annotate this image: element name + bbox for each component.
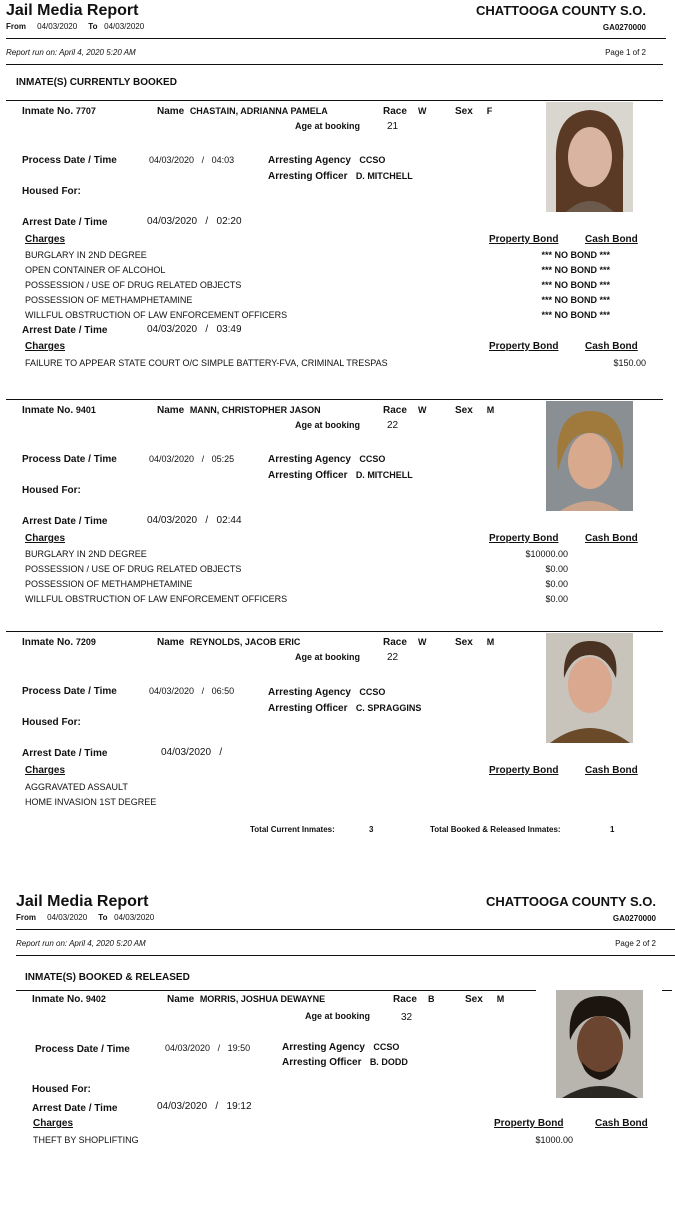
arrest-label: Arrest Date / Time xyxy=(22,217,108,228)
charge-row: AGGRAVATED ASSAULT xyxy=(25,782,128,792)
arresting-agency: Arresting Agency CCSO xyxy=(268,155,386,166)
arresting-agency: Arresting Agency CCSO xyxy=(268,687,386,698)
housed-for: Housed For: xyxy=(22,717,81,728)
inmate-name: Name MANN, CHRISTOPHER JASON xyxy=(157,405,321,416)
ori-code: GA0270000 xyxy=(602,23,646,32)
mugshot-photo xyxy=(546,102,633,212)
inmate-divider xyxy=(6,399,663,400)
charge-row: POSSESSION / USE OF DRUG RELATED OBJECTS xyxy=(25,280,242,290)
ori-code: GA0270000 xyxy=(612,914,656,923)
mugshot-image xyxy=(546,102,633,212)
inmate-race: Race B xyxy=(393,994,435,1005)
section-title: INMATE(S) CURRENTLY BOOKED xyxy=(16,77,177,88)
age-label: Age at booking xyxy=(305,1011,370,1021)
report-run-on: Report run on: April 4, 2020 5:20 AM xyxy=(6,48,136,57)
inmate-sex: Sex M xyxy=(455,405,495,416)
arrest-datetime: 04/03/2020 / 03:49 xyxy=(147,324,242,335)
age-label: Age at booking xyxy=(295,420,360,430)
property-bond-header: Property Bond xyxy=(489,765,559,776)
arrest-datetime: 04/03/2020 / 19:12 xyxy=(157,1101,252,1112)
age-label: Age at booking xyxy=(295,121,360,131)
arresting-officer: Arresting Officer D. MITCHELL xyxy=(268,470,413,481)
from-date: 04/03/2020 xyxy=(37,22,78,31)
mugshot-photo xyxy=(546,633,633,743)
cash-bond-header: Cash Bond xyxy=(585,341,638,352)
arrest-datetime: 04/03/2020 / 02:44 xyxy=(147,515,242,526)
property-bond-header: Property Bond xyxy=(489,341,559,352)
cash-bond-header: Cash Bond xyxy=(585,765,638,776)
bond-value: *** NO BOND *** xyxy=(541,265,610,275)
property-bond-header: Property Bond xyxy=(494,1118,564,1129)
inmate-number: Inmate No. 7707 xyxy=(22,106,96,117)
cash-bond-header: Cash Bond xyxy=(595,1118,648,1129)
mugshot-image xyxy=(546,633,633,743)
charge-row: POSSESSION OF METHAMPHETAMINE xyxy=(25,295,193,305)
charge-row: THEFT BY SHOPLIFTING xyxy=(33,1135,139,1145)
mugshot-photo xyxy=(546,401,633,511)
bond-value: *** NO BOND *** xyxy=(541,295,610,305)
process-label: Process Date / Time xyxy=(22,686,117,697)
age-value: 21 xyxy=(387,121,399,132)
process-datetime: 04/03/2020 / 06:50 xyxy=(149,686,235,696)
arresting-officer: Arresting Officer B. DODD xyxy=(282,1057,408,1068)
section-divider xyxy=(6,64,663,65)
arresting-officer: Arresting Officer C. SPRAGGINS xyxy=(268,703,422,714)
age-value: 22 xyxy=(387,652,399,663)
from-label: From xyxy=(16,913,36,922)
date-range xyxy=(16,913,154,922)
charges-header: Charges xyxy=(25,234,66,245)
inmate-divider xyxy=(6,631,663,632)
age-value: 32 xyxy=(401,1012,413,1023)
process-label: Process Date / Time xyxy=(22,454,117,465)
inmate-number: Inmate No. 9402 xyxy=(32,994,106,1005)
inmate-number: Inmate No. 9401 xyxy=(22,405,96,416)
cash-bond-header: Cash Bond xyxy=(585,234,638,245)
arrest-label: Arrest Date / Time xyxy=(32,1103,118,1114)
total-released-value: 1 xyxy=(610,825,615,834)
charges-header: Charges xyxy=(25,341,66,352)
process-datetime: 04/03/2020 / 04:03 xyxy=(149,155,235,165)
total-released-label: Total Booked & Released Inmates: xyxy=(430,825,561,834)
arrest-datetime: 04/03/2020 / xyxy=(161,747,223,758)
housed-for: Housed For: xyxy=(22,186,81,197)
mugshot-photo xyxy=(556,990,643,1098)
agency-name: CHATTOOGA COUNTY S.O. xyxy=(476,3,646,18)
inmate-divider xyxy=(16,990,536,991)
bond-value: $0.00 xyxy=(545,579,568,589)
report-title: Jail Media Report xyxy=(6,2,139,19)
total-current-label: Total Current Inmates: xyxy=(250,825,335,834)
page-number: Page 1 of 2 xyxy=(605,48,646,57)
agency-name: CHATTOOGA COUNTY S.O. xyxy=(486,894,656,909)
charge-row: POSSESSION / USE OF DRUG RELATED OBJECTS xyxy=(25,564,242,574)
mugshot-image xyxy=(556,990,643,1098)
charge-row: HOME INVASION 1ST DEGREE xyxy=(25,797,157,807)
section-title: INMATE(S) BOOKED & RELEASED xyxy=(25,972,190,983)
charges-header: Charges xyxy=(25,533,66,544)
from-date: 04/03/2020 xyxy=(47,913,88,922)
charges-header: Charges xyxy=(25,765,66,776)
to-date: 04/03/2020 xyxy=(114,913,155,922)
arresting-agency: Arresting Agency CCSO xyxy=(268,454,386,465)
inmate-number: Inmate No. 7209 xyxy=(22,637,96,648)
charge-row: WILLFUL OBSTRUCTION OF LAW ENFORCEMENT OFFICERS xyxy=(25,594,288,604)
inmate-race: Race W xyxy=(383,637,427,648)
age-value: 22 xyxy=(387,420,399,431)
charge-row: BURGLARY IN 2ND DEGREE xyxy=(25,549,147,559)
charge-row: BURGLARY IN 2ND DEGREE xyxy=(25,250,147,260)
arresting-agency: Arresting Agency CCSO xyxy=(282,1042,400,1053)
section-divider xyxy=(16,955,675,956)
bond-value: *** NO BOND *** xyxy=(541,250,610,260)
arrest-label: Arrest Date / Time xyxy=(22,325,108,336)
inmate-sex: Sex M xyxy=(455,637,495,648)
inmate-name: Name MORRIS, JOSHUA DEWAYNE xyxy=(167,994,326,1005)
header-divider xyxy=(6,38,666,39)
bond-value: *** NO BOND *** xyxy=(541,310,610,320)
arrest-datetime: 04/03/2020 / 02:20 xyxy=(147,216,242,227)
bond-value: $0.00 xyxy=(545,594,568,604)
header-divider xyxy=(16,929,675,930)
charge-row: WILLFUL OBSTRUCTION OF LAW ENFORCEMENT OFFICERS xyxy=(25,310,288,320)
inmate-sex: Sex F xyxy=(455,106,493,117)
bond-value: *** NO BOND *** xyxy=(541,280,610,290)
arrest-label: Arrest Date / Time xyxy=(22,748,108,759)
inmate-name: Name CHASTAIN, ADRIANNA PAMELA xyxy=(157,106,328,117)
date-range xyxy=(6,22,144,31)
arrest-label: Arrest Date / Time xyxy=(22,516,108,527)
report-run-on: Report run on: April 4, 2020 5:20 AM xyxy=(16,939,146,948)
bond-value: $0.00 xyxy=(545,564,568,574)
cash-bond-header: Cash Bond xyxy=(585,533,638,544)
inmate-race: Race W xyxy=(383,405,427,416)
charge-row: OPEN CONTAINER OF ALCOHOL xyxy=(25,265,166,275)
housed-for: Housed For: xyxy=(32,1084,91,1095)
inmate-race: Race W xyxy=(383,106,427,117)
process-datetime: 04/03/2020 / 05:25 xyxy=(149,454,235,464)
bond-value: $10000.00 xyxy=(525,549,568,559)
bond-value: $1000.00 xyxy=(535,1135,573,1145)
inmate-divider xyxy=(662,990,672,991)
inmate-sex: Sex M xyxy=(465,994,505,1005)
charge-row: FAILURE TO APPEAR STATE COURT O/C SIMPLE BATTERY-FVA, CRIMINAL TRESPAS xyxy=(25,358,388,368)
total-current-value: 3 xyxy=(369,825,374,834)
property-bond-header: Property Bond xyxy=(489,533,559,544)
charges-header: Charges xyxy=(33,1118,74,1129)
inmate-divider xyxy=(6,100,663,101)
housed-for: Housed For: xyxy=(22,485,81,496)
to-label: To xyxy=(88,22,98,31)
arresting-officer: Arresting Officer D. MITCHELL xyxy=(268,171,413,182)
report-title: Jail Media Report xyxy=(16,893,149,910)
bond-value: $150.00 xyxy=(613,358,646,368)
charge-row: POSSESSION OF METHAMPHETAMINE xyxy=(25,579,193,589)
process-datetime: 04/03/2020 / 19:50 xyxy=(165,1043,251,1053)
to-date: 04/03/2020 xyxy=(104,22,145,31)
process-label: Process Date / Time xyxy=(35,1044,130,1055)
page-number: Page 2 of 2 xyxy=(615,939,656,948)
age-label: Age at booking xyxy=(295,652,360,662)
property-bond-header: Property Bond xyxy=(489,234,559,245)
mugshot-image xyxy=(546,401,633,511)
to-label: To xyxy=(98,913,108,922)
from-label: From xyxy=(6,22,26,31)
process-label: Process Date / Time xyxy=(22,155,117,166)
inmate-name: Name REYNOLDS, JACOB ERIC xyxy=(157,637,301,648)
